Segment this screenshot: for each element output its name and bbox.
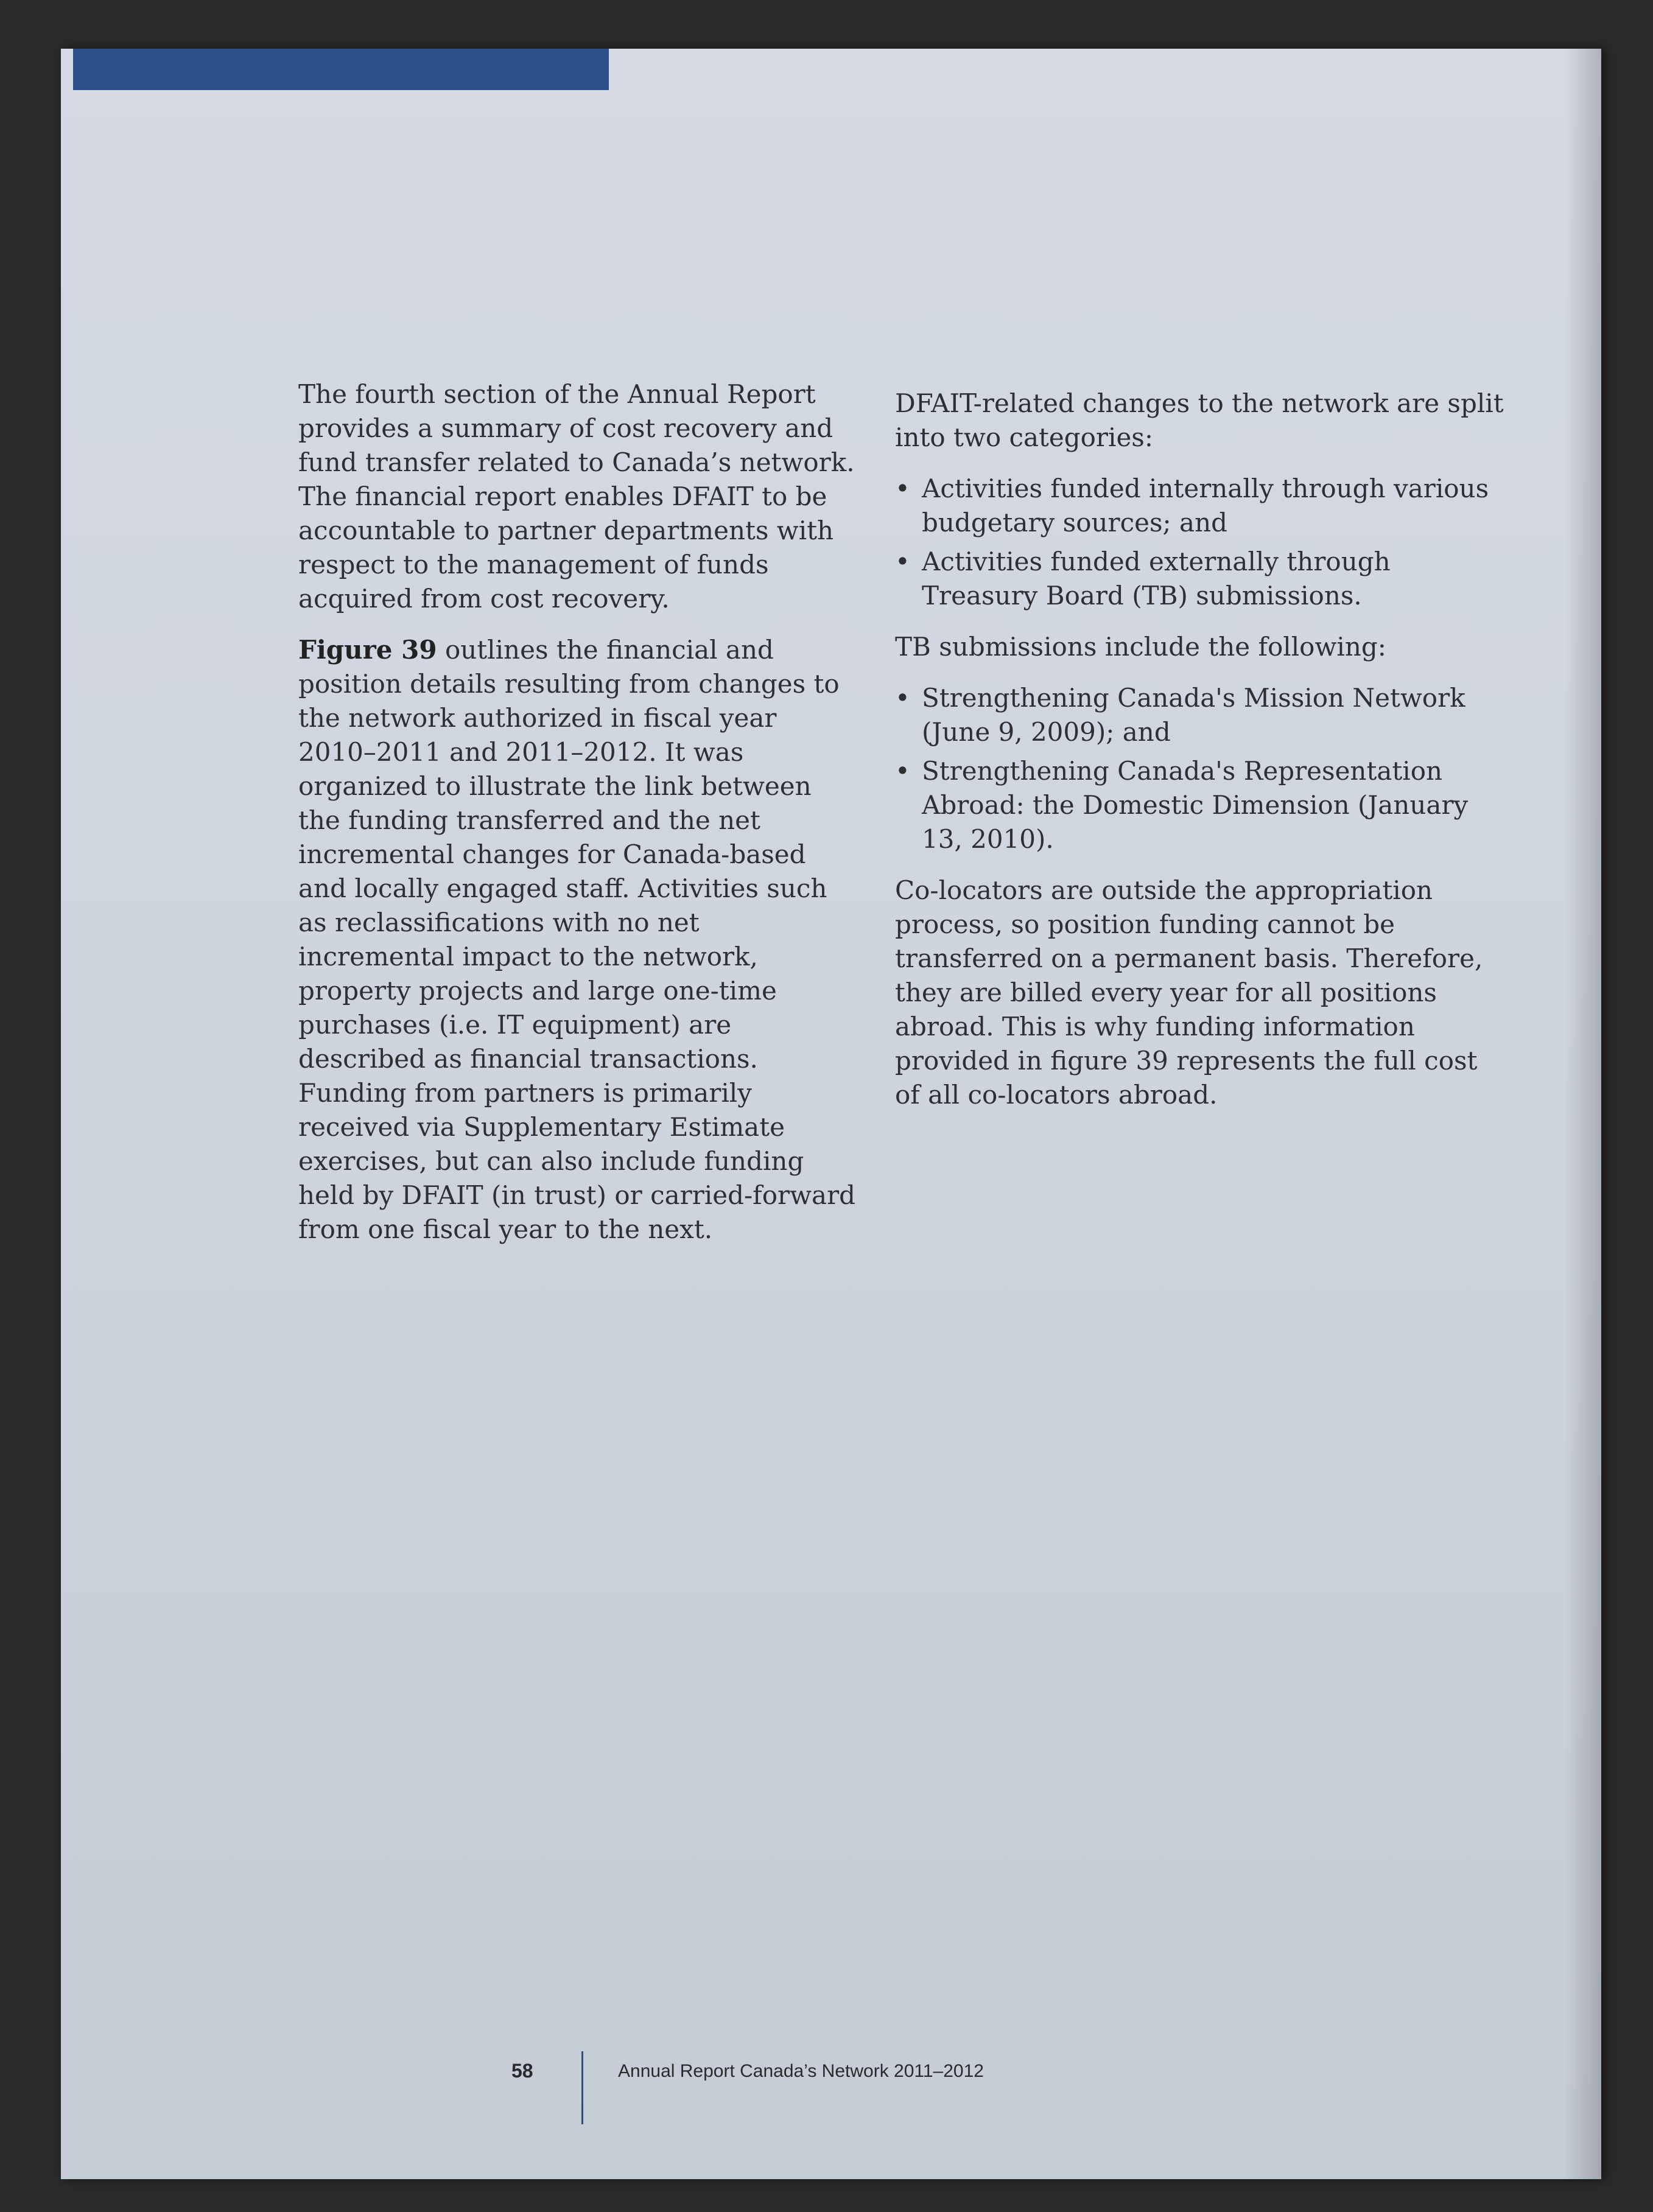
categories-intro: DFAIT-related changes to the network are split into two categories: bbox=[895, 388, 1504, 452]
list-item: • Strengthening Canada's Representation Abroad: the Domestic Dimension (January 13, 2010). bbox=[895, 754, 1504, 856]
colocators-paragraph: Co-locators are outside the appropriation process, so position funding cannot be transferred on a permanent basis. Therefore, they are billed every year for all positions abroad. This is why funding information provided in figure 39 represents the full cost of all co-locators abroad. bbox=[895, 875, 1483, 1110]
page-edge-shadow bbox=[1565, 49, 1601, 2179]
document-page bbox=[61, 49, 1601, 2179]
footer-title: Annual Report Canada’s Network 2011–2012 bbox=[618, 2061, 984, 2081]
tb-submissions-intro: TB submissions include the following: bbox=[895, 632, 1386, 662]
categories-list bbox=[895, 472, 1504, 613]
figure-paragraph-text: outlines the financial and position details resulting from changes to the network authorized in fiscal year 2010–2011 and 2011–2012. It was organized to illustrate the link between the funding transferred and the net incremental changes for Canada-based and locally engaged staff. Activities such as reclassifications with no net incremental impact to the network, property projects and large one-time purchases (i.e. IT equipment) are described as financial transactions. Funding from partners is primarily received via Supplementary Estimate exercises, but can also include funding held by DFAIT (in trust) or carried-forward from one fiscal year to the next. bbox=[298, 635, 856, 1244]
page-number: 58 bbox=[511, 2060, 533, 2082]
list-item: • Strengthening Canada's Mission Network (June 9, 2009); and bbox=[895, 681, 1504, 749]
list-item: • Activities funded externally through Treasury Board (TB) submissions. bbox=[895, 545, 1504, 613]
page-footer bbox=[61, 2051, 1601, 2124]
footer-divider bbox=[581, 2051, 583, 2124]
list-item: • Activities funded internally through various budgetary sources; and bbox=[895, 472, 1504, 540]
header-accent-bar bbox=[73, 49, 609, 90]
figure-paragraph bbox=[298, 633, 858, 1247]
figure-reference: Figure 39 bbox=[298, 635, 437, 665]
intro-paragraph: The fourth section of the Annual Report provides a summary of cost recovery and fund transfer related to Canada’s network. The financial report enables DFAIT to be accountable to partner departments with respect to the management of funds acquired from cost recovery. bbox=[298, 379, 855, 614]
left-column bbox=[298, 377, 858, 1264]
submissions-list bbox=[895, 681, 1504, 856]
right-column bbox=[895, 387, 1504, 1129]
